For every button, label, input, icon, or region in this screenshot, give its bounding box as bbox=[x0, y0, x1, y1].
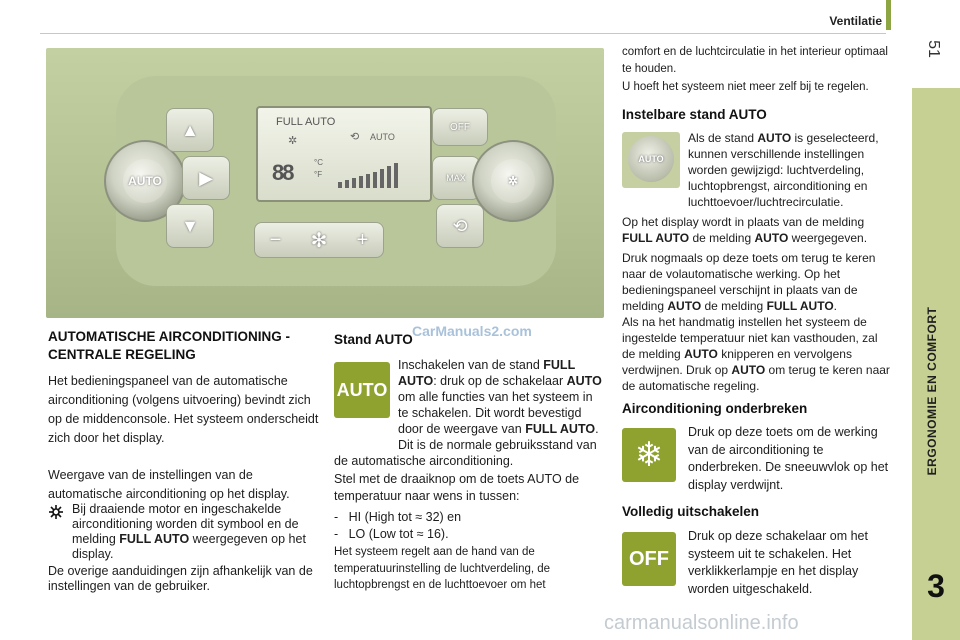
display-unit-f: °F bbox=[314, 170, 323, 179]
stand-auto-p2: Stel met de draaiknop om de toets AUTO de temperatuur naar wens in tussen: bbox=[334, 472, 580, 503]
p1-a: Inschakelen van de stand bbox=[398, 358, 540, 372]
s1p2-e: weergegeven. bbox=[791, 231, 868, 245]
s1p1-a: Als de stand bbox=[688, 131, 755, 145]
s1p4-c: knipperen en vervolgens verdwijnen. Druk op bbox=[622, 347, 852, 377]
auto-knob-photo bbox=[622, 132, 680, 188]
snowflake-symbol-icon bbox=[48, 504, 64, 520]
off-button-icon: OFF bbox=[622, 532, 676, 586]
s1p3-c: de melding bbox=[704, 299, 764, 313]
s1p3-b: AUTO bbox=[667, 299, 702, 313]
display-recirc-icon: ⟲ bbox=[350, 131, 360, 143]
stand-auto-p1 bbox=[334, 357, 602, 469]
climate-control-panel-photo bbox=[46, 48, 604, 318]
airflow-front-icon: ▶ bbox=[182, 156, 230, 200]
display-fan-bars-icon bbox=[336, 160, 420, 188]
display-snowflake-icon: ✲ bbox=[288, 135, 298, 147]
onderbreken-paragraph: Druk op deze toets om de werking van de airconditioning te onderbreken. De sneeuwvlok op het display verdwijnt. bbox=[688, 425, 889, 492]
s1p3-e: . bbox=[833, 299, 838, 313]
s1p2-a: Op het display wordt in plaats van de melding bbox=[622, 215, 865, 229]
s1p1-b: AUTO bbox=[757, 131, 792, 145]
continued-paragraph-2: U hoeft het systeem niet meer zelf bij te regelen. bbox=[622, 81, 869, 93]
stand-auto-p3: Het systeem regelt aan de hand van de temperatuurinstelling de luchtverdeling, de luchtopbrengst en de luchttoevoer om het bbox=[334, 546, 551, 591]
uitschakelen-heading: Volledig uitschakelen bbox=[622, 504, 760, 519]
intro-paragraph: Het bedieningspaneel van de automatische airconditioning (volgens uitvoering) bevindt zich op de middenconsole. Het systeem onderscheidt zich door het display. bbox=[48, 374, 319, 445]
auto-button-icon: AUTO bbox=[334, 362, 390, 418]
s1p4-e: om terug te keren naar de automatische regeling. bbox=[622, 363, 890, 393]
auto-knob-label: AUTO bbox=[628, 136, 674, 182]
display-auto-label: AUTO bbox=[370, 132, 395, 142]
recirculation-icon: ⟲ bbox=[436, 204, 484, 248]
s1p2-c: de melding bbox=[692, 231, 752, 245]
symbol-note-text-2: weergegeven op het display. bbox=[72, 532, 306, 561]
list-item-lo: LO (Low tot ≈ 16). bbox=[348, 527, 449, 541]
remaining-paragraph: De overige aanduidingen zijn afhankelijk van de instellingen van de gebruiker. bbox=[48, 564, 313, 593]
watermark-bottom: carmanualsonline.info bbox=[604, 612, 799, 634]
chapter-tab-label: ERGONOMIE EN COMFORT bbox=[925, 306, 939, 476]
right-knob-snowflake-icon: ✲ bbox=[491, 159, 535, 203]
s1p4-a: Als na het handmatig instellen het systeem de ingestelde temperatuur niet kan vasthouden, zal de melding bbox=[622, 315, 878, 361]
ac-max-button: MAX bbox=[432, 156, 480, 200]
right-knob bbox=[472, 140, 554, 222]
airflow-up-icon: ▲ bbox=[166, 108, 214, 152]
fan-minus-icon: − bbox=[269, 228, 282, 251]
off-button: OFF bbox=[432, 108, 488, 146]
instelbare-p3 bbox=[622, 250, 894, 314]
page-header bbox=[0, 0, 960, 34]
s1p3-d: FULL AUTO bbox=[766, 299, 834, 313]
uitschakelen-paragraph: Druk op deze schakelaar om het systeem uit te schakelen. Het verklikkerlampje en het display worden uitgeschakeld. bbox=[688, 529, 868, 596]
watermark-top: CarManuals2.com bbox=[412, 323, 532, 339]
instelbare-p2 bbox=[622, 214, 894, 246]
temp-list-item-1: - HI (High tot ≈ 32) en bbox=[334, 510, 462, 524]
p1-e: om alle functies van het systeem in te schakelen. Dit wordt bevestigd door de weergave van bbox=[398, 390, 593, 436]
s1p2-d: AUTO bbox=[754, 231, 789, 245]
s1p4-d: AUTO bbox=[731, 363, 766, 377]
display-unit-c: °C bbox=[314, 158, 323, 167]
display-temperature: 88 bbox=[272, 160, 293, 185]
instelbare-heading: Instelbare stand AUTO bbox=[622, 107, 767, 122]
s1p4-b: AUTO bbox=[684, 347, 718, 361]
p1-g: . Dit is de normale gebruiksstand van de automatische airconditioning. bbox=[334, 422, 599, 468]
fan-speed-control bbox=[254, 222, 384, 258]
snowflake-button-icon: ❄ bbox=[622, 428, 676, 482]
s1p1-c: is geselecteerd, kunnen verschillende instellingen worden gewijzigd: luchtverdeling, luchtopbrengst, airconditioning en luchttoevoer/luchtrecirculatie. bbox=[688, 131, 879, 209]
p1-d: AUTO bbox=[566, 374, 602, 388]
chapter-number: 3 bbox=[927, 568, 945, 604]
s1p3-a: Druk nogmaals op deze toets om terug te keren naar de volautomatische werking. Op het bedieningspaneel verschijnt in plaats van de melding bbox=[622, 251, 876, 313]
fan-plus-icon: + bbox=[356, 228, 369, 251]
main-heading: AUTOMATISCHE AIRCONDITIONING - CENTRALE REGELING bbox=[48, 329, 290, 362]
temp-list-item-2: - LO (Low tot ≈ 16). bbox=[334, 527, 449, 541]
section-title: Ventilatie bbox=[829, 14, 882, 28]
stand-auto-heading: Stand AUTO bbox=[334, 332, 413, 347]
list-item-hi: HI (High tot ≈ 32) en bbox=[348, 510, 462, 524]
header-divider bbox=[40, 33, 886, 34]
fan-icon: ✻ bbox=[310, 229, 328, 252]
icon-spacer bbox=[334, 357, 398, 439]
s1p2-b: FULL AUTO bbox=[622, 231, 690, 245]
airflow-down-icon: ▼ bbox=[166, 204, 214, 248]
p1-f: FULL AUTO bbox=[525, 422, 596, 436]
symbol-note-text-1: Bij draaiende motor en ingeschakelde airconditioning worden dit symbool en de melding bbox=[72, 502, 299, 546]
display-paragraph: Weergave van de instellingen van de automatische airconditioning op het display. bbox=[48, 468, 290, 501]
instelbare-p4 bbox=[622, 314, 894, 394]
p1-c: : druk op de schakelaar bbox=[433, 374, 564, 388]
display-full-auto: FULL AUTO bbox=[276, 116, 336, 128]
symbol-note-bold: FULL AUTO bbox=[119, 532, 190, 546]
climate-display bbox=[256, 106, 432, 202]
p1-b: FULL AUTO bbox=[398, 358, 575, 388]
auto-knob-button: AUTO bbox=[123, 159, 167, 203]
header-accent-bar bbox=[886, 0, 891, 30]
continued-paragraph: comfort en de luchtcirculatie in het interieur optimaal te houden. bbox=[622, 46, 888, 75]
onderbreken-heading: Airconditioning onderbreken bbox=[622, 401, 808, 416]
symbol-note bbox=[72, 502, 318, 562]
page-number: 51 bbox=[925, 40, 942, 58]
instelbare-p1 bbox=[688, 130, 894, 210]
